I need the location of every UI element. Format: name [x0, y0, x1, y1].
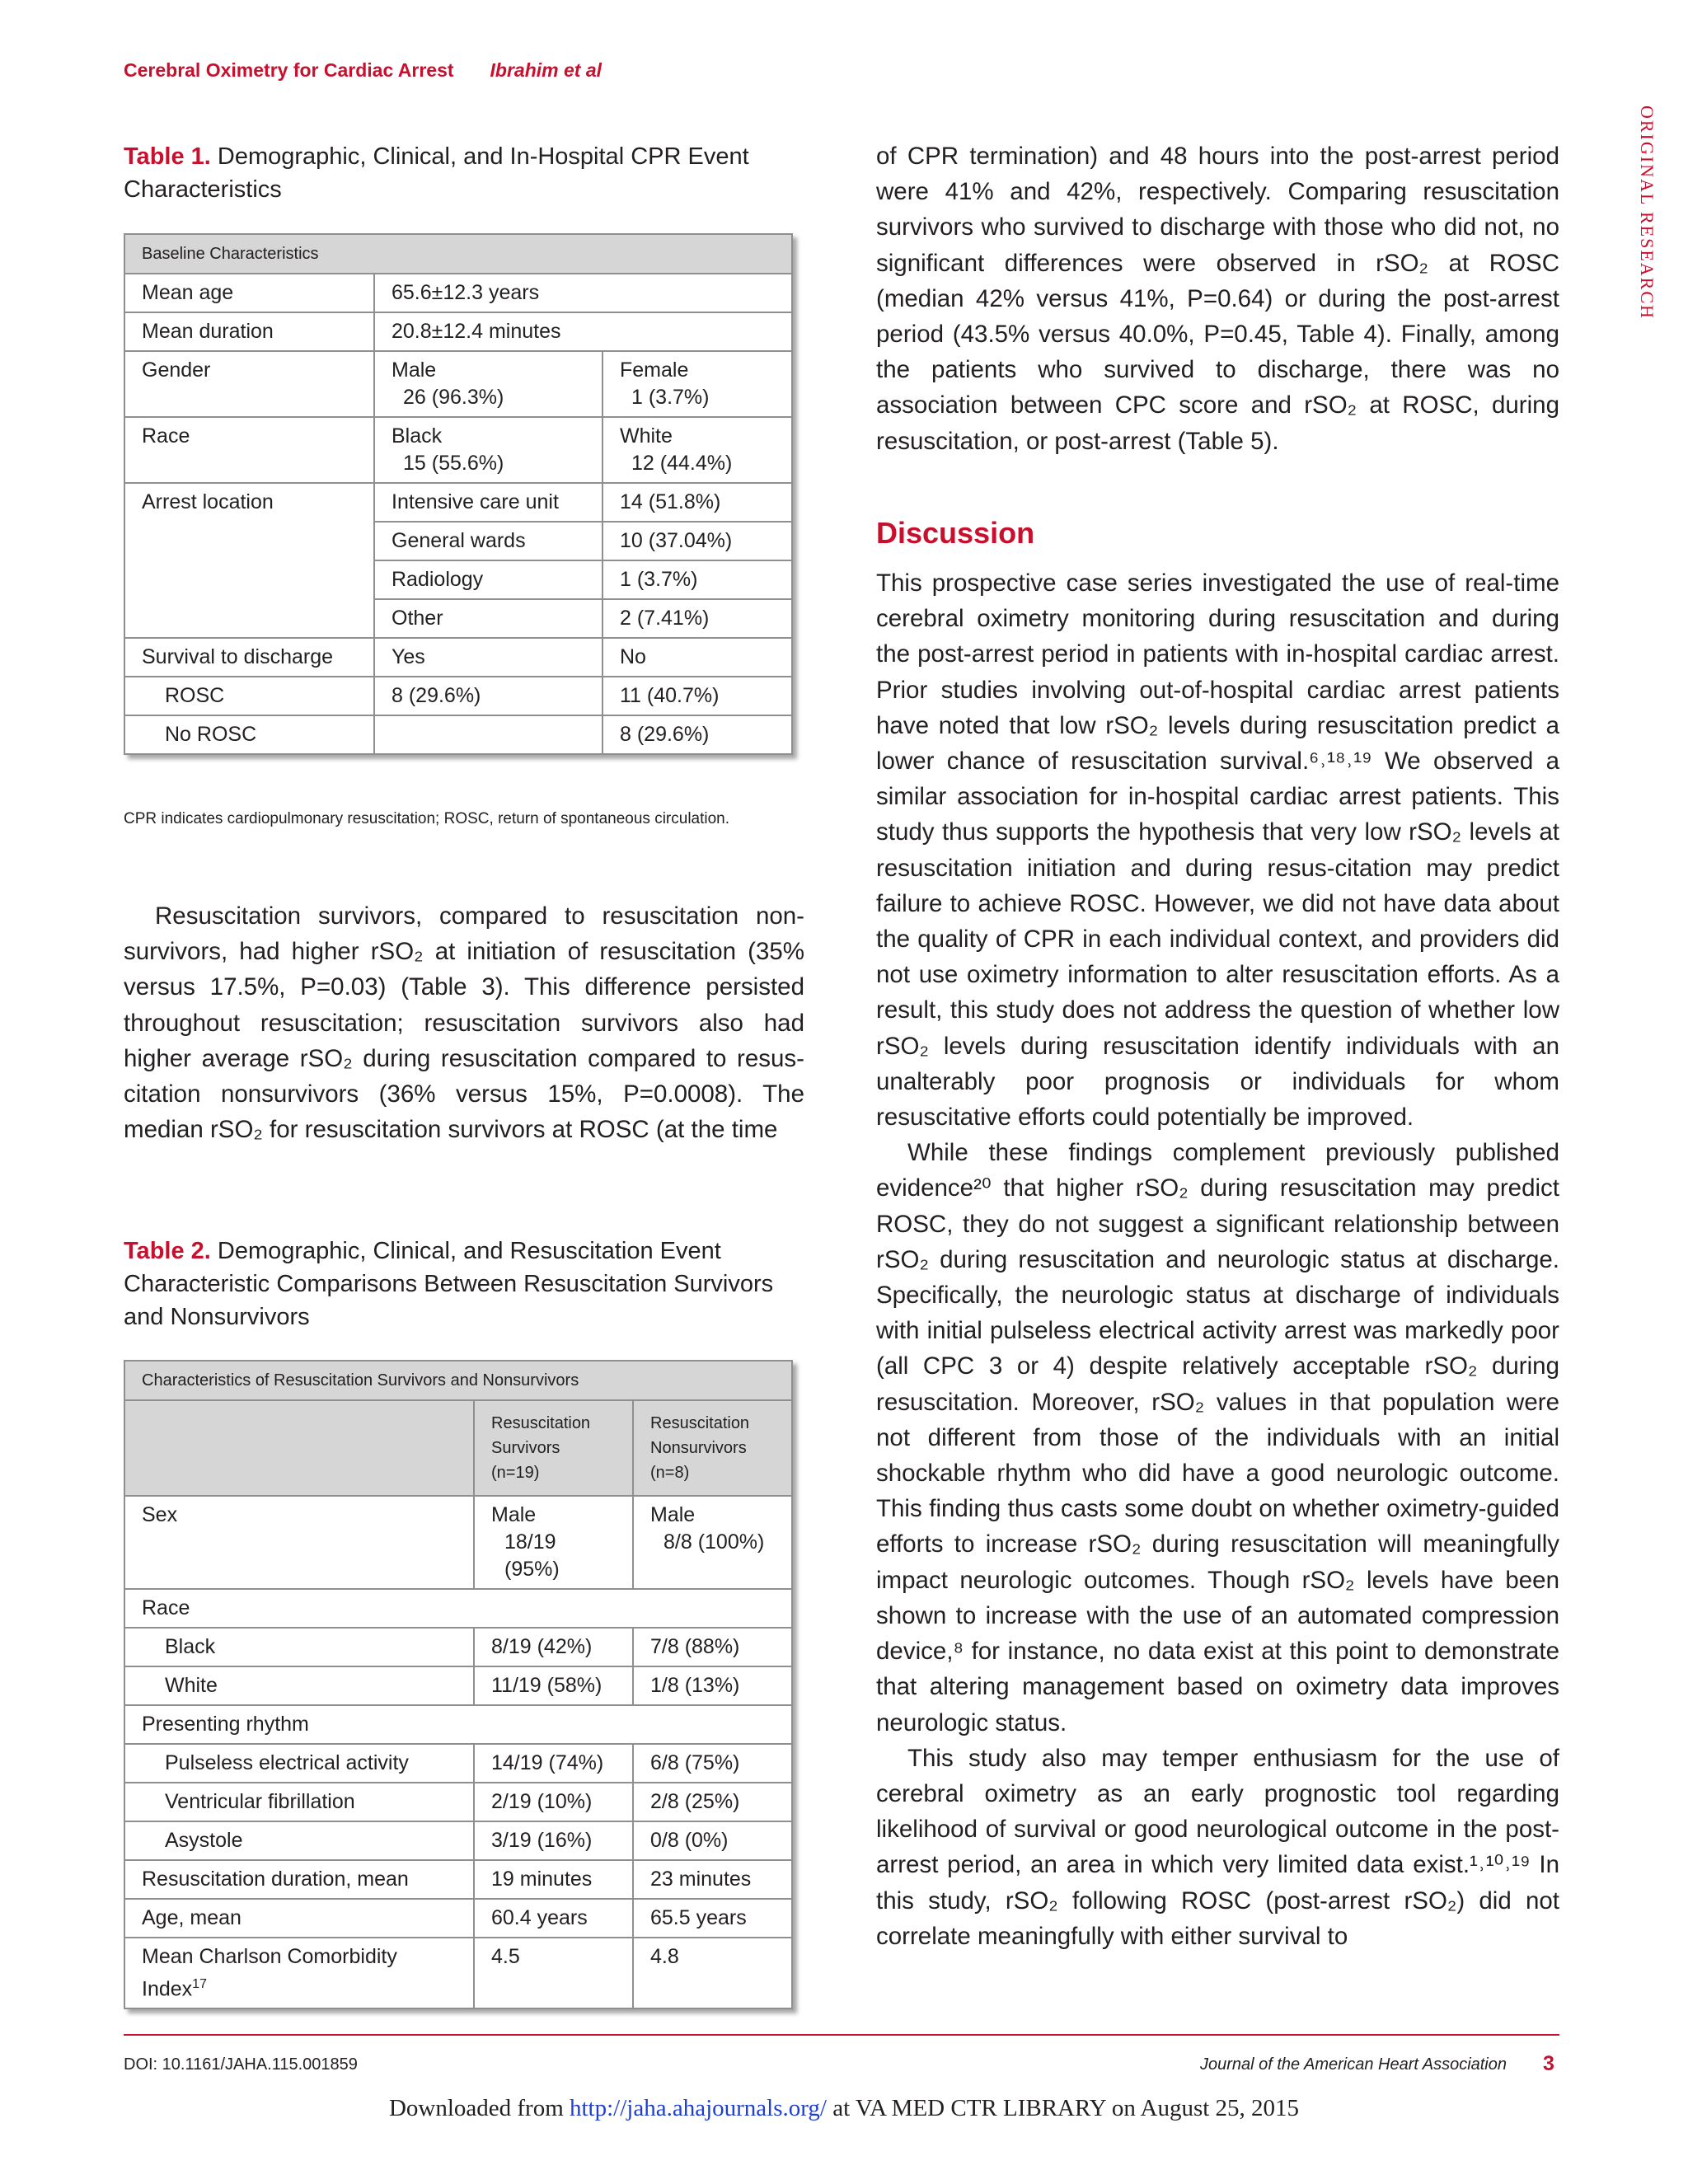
right-body-text-discussion	[876, 565, 1559, 1954]
download-link[interactable]: http://jaha.ahajournals.org/	[570, 2095, 827, 2121]
header-line: Resuscitation	[491, 1414, 591, 1432]
table-cell	[474, 1496, 633, 1589]
table-row	[124, 1744, 792, 1783]
cell-text: Mean Charlson Comorbidity Index	[142, 1945, 397, 2001]
cell-line: 18/19 (95%)	[504, 1530, 560, 1581]
table1-caption	[124, 140, 799, 206]
table-cell: 2/19 (10%)	[474, 1783, 633, 1821]
column-header-survivors	[474, 1400, 633, 1496]
download-notice	[0, 2095, 1688, 2122]
table-cell: 4.8	[633, 1938, 792, 2008]
header-line: Resuscitation	[650, 1414, 750, 1432]
table2-caption	[124, 1235, 804, 1333]
header-line: Nonsurvivors	[650, 1439, 747, 1457]
table-row	[124, 417, 792, 483]
reference-superscript: 17	[192, 1977, 207, 1991]
table1-caption-text: Demographic, Clinical, and In-Hospital CPR Event Characteristics	[124, 143, 749, 203]
table-cell: No ROSC	[124, 715, 374, 754]
table-cell: Survival to discharge	[124, 638, 374, 677]
table-cell: Sex	[124, 1496, 474, 1589]
running-title: Cerebral Oximetry for Cardiac Arrest	[124, 59, 454, 81]
table-row	[124, 1938, 792, 2008]
cell-line: White	[620, 424, 673, 448]
table-cell: 65.5 years	[633, 1899, 792, 1938]
table-row	[124, 1589, 792, 1628]
page-number: 3	[1543, 2052, 1554, 2075]
table-cell: Ventricular fibrillation	[124, 1783, 474, 1821]
table-row	[124, 1899, 792, 1938]
footer-rule	[124, 2034, 1559, 2036]
column-header-nonsurvivors	[633, 1400, 792, 1496]
header-line: Survivors	[491, 1439, 560, 1457]
table-cell: 14/19 (74%)	[474, 1744, 633, 1783]
paragraph: This study also may temper enthusiasm for the use of cerebral oximetry as an early prognostic tool regarding likelihood of survival or good neurological outcome in the post-arrest period, an area in which very limited data exist.¹˒¹⁰˒¹⁹ In this study, rSO₂ following ROSC (post-arrest rSO₂) did not correlate meaningfully with either survival to	[876, 1744, 1559, 1950]
table-cell: No	[603, 638, 792, 677]
table-cell: 0/8 (0%)	[633, 1821, 792, 1860]
table2-section-header: Characteristics of Resuscitation Survivors and Nonsurvivors	[124, 1361, 792, 1400]
header-line: (n=8)	[650, 1464, 690, 1482]
table-row	[124, 638, 792, 677]
table-row	[124, 312, 792, 351]
table-cell: Asystole	[124, 1821, 474, 1860]
table-cell: 11 (40.7%)	[603, 677, 792, 715]
left-body-text	[124, 898, 804, 1147]
table-cell	[603, 351, 792, 417]
table-cell: Age, mean	[124, 1899, 474, 1938]
table-row	[124, 351, 792, 417]
table-cell: 8/19 (42%)	[474, 1628, 633, 1666]
table-row	[124, 1705, 792, 1744]
table-cell: 14 (51.8%)	[603, 483, 792, 522]
table-cell: 10 (37.04%)	[603, 522, 792, 560]
running-header	[124, 59, 602, 82]
table-cell	[124, 1938, 474, 2008]
paragraph: of CPR termination) and 48 hours into the post-arrest period were 41% and 42%, respectively. Comparing resuscitation survivors who survived to discharge with those who did not, no significant differences were observed in rSO₂ at ROSC (median 42% versus 41%, P=0.64) or during the post-arrest period (43.5% versus 40.0%, P=0.45, Table 4). Finally, among the patients who survived to discharge, there was no association between CPC score and rSO₂ at ROSC, during resuscitation, or post-arrest (Table 5).	[876, 143, 1559, 455]
table2-label: Table 2.	[124, 1238, 211, 1264]
cell-line: Female	[620, 359, 689, 382]
paragraph: This prospective case series investigated the use of real-time cerebral oximetry monitoring during resuscitation and during the post-arrest period in patients with in-hospital cardiac arrest. Prior studies involving out-of-hospital cardiac arrest patients have noted that low rSO₂ levels during resuscitation predict a lower chance of resuscitation survival.⁶˒¹⁸˒¹⁹ We observed a similar association for in-hospital cardiac arrest patients. This study thus supports the hypothesis that very low rSO₂ levels at resuscitation initiation and during resus-citation may predict failure to achieve ROSC. However, we did not have data about the quality of CPR in each individual context, and providers did not use oximetry information to alter resuscitation efforts. As a result, this study does not address the question of whether low rSO₂ levels during resuscitation identify individuals with an unalterably poor prognosis or individuals for whom resuscitative efforts could potentially be improved.	[876, 569, 1559, 1132]
table2-caption-text: Demographic, Clinical, and Resuscitation Event Characteristic Comparisons Between Resuscitation Survivors and Nonsurvivors	[124, 1238, 774, 1330]
table-row	[124, 1666, 792, 1705]
table-cell: 60.4 years	[474, 1899, 633, 1938]
table-cell: 1 (3.7%)	[603, 560, 792, 599]
cell-line: 12 (44.4%)	[631, 452, 733, 475]
section-heading-discussion: Discussion	[876, 516, 1035, 550]
table-row	[124, 1860, 792, 1899]
download-suffix: at VA MED CTR LIBRARY on August 25, 2015	[832, 2095, 1300, 2121]
table-cell: 23 minutes	[633, 1860, 792, 1899]
table-row	[124, 715, 792, 754]
table-cell: General wards	[374, 522, 603, 560]
cell-line: Male	[392, 359, 437, 382]
table-cell: 20.8±12.4 minutes	[374, 312, 792, 351]
table-cell: Race	[124, 417, 374, 483]
table1-footnote: CPR indicates cardiopulmonary resuscitation; ROSC, return of spontaneous circulation.	[124, 810, 730, 827]
table-cell: Pulseless electrical activity	[124, 1744, 474, 1783]
table-row	[124, 274, 792, 312]
table-header-row	[124, 1400, 792, 1496]
header-line: (n=19)	[491, 1464, 540, 1482]
cell-line: 1 (3.7%)	[631, 386, 710, 409]
table-cell: 11/19 (58%)	[474, 1666, 633, 1705]
table-cell: 8 (29.6%)	[603, 715, 792, 754]
table-cell: Gender	[124, 351, 374, 417]
table-cell: Arrest location	[124, 483, 374, 638]
footer-journal: Journal of the American Heart Association	[1199, 2055, 1507, 2074]
table-cell: 19 minutes	[474, 1860, 633, 1899]
column-header-blank	[124, 1400, 474, 1496]
footer-doi: DOI: 10.1161/JAHA.115.001859	[124, 2055, 358, 2074]
table-cell: 2/8 (25%)	[633, 1783, 792, 1821]
table1-label: Table 1.	[124, 143, 211, 170]
table-cell: Mean duration	[124, 312, 374, 351]
table-cell: 1/8 (13%)	[633, 1666, 792, 1705]
table-cell: 65.6±12.3 years	[374, 274, 792, 312]
table-cell: Resuscitation duration, mean	[124, 1860, 474, 1899]
table-cell: ROSC	[124, 677, 374, 715]
table-cell: Intensive care unit	[374, 483, 603, 522]
cell-line: 26 (96.3%)	[403, 386, 504, 409]
side-label: ORIGINAL RESEARCH	[1637, 105, 1658, 320]
table-cell: Mean age	[124, 274, 374, 312]
table1-section-header: Baseline Characteristics	[124, 234, 792, 274]
paragraph: While these findings complement previously published evidence²⁰ that higher rSO₂ during resuscitation may predict ROSC, they do not suggest a significant relationship between rSO₂ during resuscitation and neurologic status at discharge. Specifically, the neurologic status at discharge of individuals with initial pulseless electrical activity arrest was markedly poor (all CPC 3 or 4) despite relatively acceptable rSO₂ during resuscitation. Moreover, rSO₂ values in that population were not different from those of the individuals with an initial shockable rhythm who did have a good neurologic outcome. This finding thus casts some doubt on whether oximetry-guided efforts to increase rSO₂ during resuscitation will meaningfully impact neurologic outcomes. Though rSO₂ levels have been shown to increase with the use of an automated compression device,⁸ for instance, no data exist at this point to demonstrate that altering management based on oximetry data improves neurologic status.	[876, 1139, 1559, 1736]
table-cell: 6/8 (75%)	[633, 1744, 792, 1783]
cell-line: Black	[392, 424, 443, 448]
table-row	[124, 1783, 792, 1821]
cell-line: Male	[491, 1503, 537, 1526]
cell-line: 8/8 (100%)	[663, 1530, 765, 1554]
table-cell: Race	[124, 1589, 792, 1628]
table-row	[124, 1496, 792, 1589]
table-cell: 7/8 (88%)	[633, 1628, 792, 1666]
table-cell: Radiology	[374, 560, 603, 599]
cell-line: Male	[650, 1503, 696, 1526]
paragraph: Resuscitation survivors, compared to resuscitation non-survivors, had higher rSO₂ at initiation of resuscitation (35% versus 17.5%, P=0.03) (Table 3). This difference persisted throughout resuscitation; resuscitation survivors also had higher average rSO₂ during resuscitation compared to resus-citation nonsurvivors (36% versus 15%, P=0.0008). The median rSO₂ for resuscitation survivors at ROSC (at the time	[124, 902, 804, 1144]
table-row	[124, 1821, 792, 1860]
table1	[124, 233, 793, 755]
download-prefix: Downloaded from	[388, 2095, 564, 2121]
running-authors: Ibrahim et al	[490, 59, 603, 81]
table-cell	[374, 351, 603, 417]
table-row	[124, 1628, 792, 1666]
table-cell	[374, 417, 603, 483]
table-row	[124, 483, 792, 522]
table-cell: 4.5	[474, 1938, 633, 2008]
table-cell: White	[124, 1666, 474, 1705]
table-cell: 2 (7.41%)	[603, 599, 792, 638]
table-cell: Other	[374, 599, 603, 638]
table-cell: Presenting rhythm	[124, 1705, 792, 1744]
table-cell	[374, 715, 603, 754]
table-cell: 8 (29.6%)	[374, 677, 603, 715]
table-cell	[633, 1496, 792, 1589]
table-cell: 3/19 (16%)	[474, 1821, 633, 1860]
table-row	[124, 677, 792, 715]
right-body-text-top	[876, 138, 1559, 459]
table2	[124, 1360, 793, 2009]
table-cell: Black	[124, 1628, 474, 1666]
table-cell: Yes	[374, 638, 603, 677]
cell-line: 15 (55.6%)	[403, 452, 504, 475]
table-cell	[603, 417, 792, 483]
